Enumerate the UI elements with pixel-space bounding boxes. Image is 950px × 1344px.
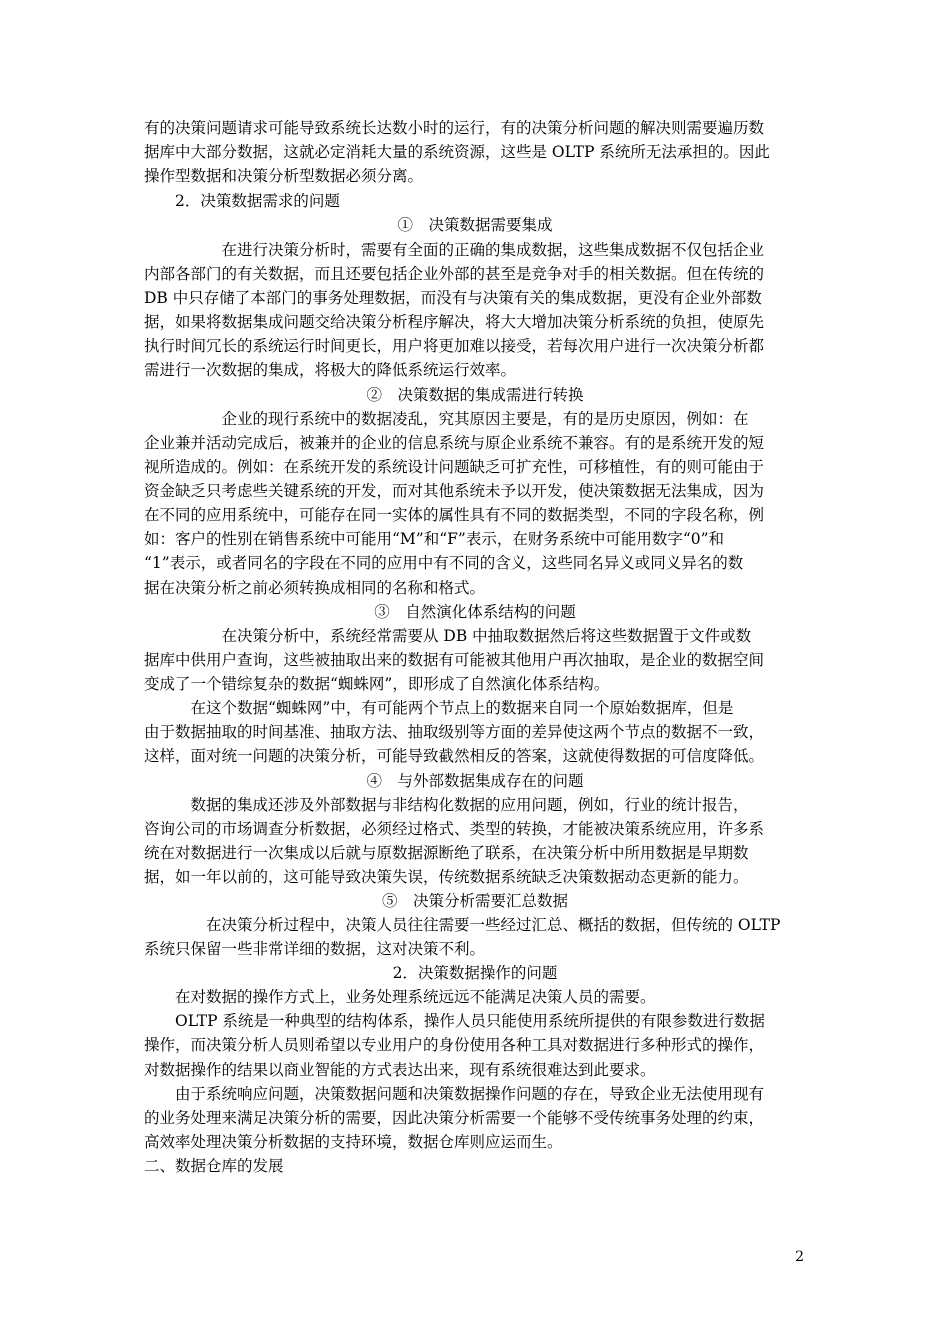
text-line: 操作型数据和决策分析型数据必须分离。: [144, 167, 424, 185]
text-line: 变成了一个错综复杂的数据“蜘蛛网”，即形成了自然演化体系结构。: [144, 675, 610, 693]
text-line: 企业的现行系统中的数据凌乱，究其原因主要是，有的是历史原因，例如：在: [144, 410, 749, 428]
text-line: 由于数据抽取的时间基准、抽取方法、抽取级别等方面的差异使这两个节点的数据不一致，: [144, 723, 765, 741]
subsection-heading: ④ 与外部数据集成存在的问题: [366, 772, 584, 790]
text-line: “1”表示，或者同名的字段在不同的应用中有不同的含义，这些同名异义或同义异名的数: [144, 554, 744, 572]
text-line: 据库中大部分数据，这就必定消耗大量的系统资源，这些是 OLTP 系统所无法承担的。因此: [144, 143, 770, 161]
text-line: 视所造成的。例如：在系统开发的系统设计问题缺乏可扩充性，可移植性，有的则可能由于: [144, 458, 765, 476]
text-line: 系统只保留一些非常详细的数据，这对决策不利。: [144, 940, 486, 958]
text-line: 在对数据的操作方式上，业务处理系统远远不能满足决策人员的需要。: [144, 988, 656, 1006]
text-line: 操作，而决策分析人员则希望以专业用户的身份使用各种工具对数据进行多种形式的操作，: [144, 1036, 765, 1054]
text-line: 数据的集成还涉及外部数据与非结构化数据的应用问题，例如，行业的统计报告，: [144, 796, 749, 814]
text-line: 在决策分析过程中，决策人员往往需要一些经过汇总、概括的数据，但传统的 OLTP: [144, 916, 781, 934]
text-line: 在决策分析中，系统经常需要从 DB 中抽取数据然后将这些数据置于文件或数: [144, 627, 752, 645]
text-line: 由于系统响应问题，决策数据问题和决策数据操作问题的存在，导致企业无法使用现有: [144, 1085, 765, 1103]
text-line: 在不同的应用系统中，可能存在同一实体的属性具有不同的数据类型，不同的字段名称，例: [144, 506, 765, 524]
text-line: 执行时间冗长的系统运行时间更长，用户将更加难以接受，若每次用户进行一次决策分析都: [144, 337, 765, 355]
text-line: 需进行一次数据的集成，将极大的降低系统运行效率。: [144, 361, 517, 379]
text-line: 的业务处理来满足决策分析的需要，因此决策分析需要一个能够不受传统事务处理的约束，: [144, 1109, 765, 1127]
text-line: 在这个数据“蜘蛛网”中，有可能两个节点上的数据来自同一个原始数据库，但是: [144, 699, 734, 717]
subsection-heading: ② 决策数据的集成需进行转换: [366, 386, 584, 404]
text-line: 企业兼并活动完成后，被兼并的企业的信息系统与原企业系统不兼容。有的是系统开发的短: [144, 434, 765, 452]
text-line: 据库中供用户查询，这些被抽取出来的数据有可能被其他用户再次抽取，是企业的数据空间: [144, 651, 765, 669]
section-heading: 2．决策数据操作的问题: [392, 964, 558, 982]
text-line: 如：客户的性别在销售系统中可能用“M”和“F”表示，在财务系统中可能用数字“0”和: [144, 530, 725, 548]
text-line: DB 中只存储了本部门的事务处理数据，而没有与决策有关的集成数据，更没有企业外部数: [144, 289, 762, 307]
text-line: 这样，面对统一问题的决策分析，可能导致截然相反的答案，这就使得数据的可信度降低。: [144, 747, 765, 765]
text-line: 咨询公司的市场调查分析数据，必须经过格式、类型的转换，才能被决策系统应用，许多系: [144, 820, 765, 838]
text-line: 统在对数据进行一次集成以后就与原数据源断绝了联系，在决策分析中所用数据是早期数: [144, 844, 749, 862]
text-line: 有的决策问题请求可能导致系统长达数小时的运行，有的决策分析问题的解决则需要遍历数: [144, 119, 765, 137]
text-line: 据在决策分析之前必须转换成相同的名称和格式。: [144, 579, 486, 597]
chapter-heading: 二、数据仓库的发展: [144, 1157, 284, 1175]
text-line: 对数据操作的结果以商业智能的方式表达出来，现有系统很难达到此要求。: [144, 1061, 656, 1079]
page-number: 2: [795, 1249, 804, 1265]
section-heading: 2．决策数据需求的问题: [144, 192, 340, 210]
subsection-heading: ③ 自然演化体系结构的问题: [374, 603, 576, 621]
subsection-heading: ① 决策数据需要集成: [397, 216, 553, 234]
text-line: 据，如果将数据集成问题交给决策分析程序解决，将大大增加决策分析系统的负担，使原先: [144, 313, 765, 331]
text-line: 内部各部门的有关数据，而且还要包括企业外部的甚至是竞争对手的相关数据。但在传统的: [144, 265, 765, 283]
subsection-heading: ⑤ 决策分析需要汇总数据: [381, 892, 568, 910]
text-line: 高效率处理决策分析数据的支持环境，数据仓库则应运而生。: [144, 1133, 563, 1151]
text-line: OLTP 系统是一种典型的结构体系，操作人员只能使用系统所提供的有限参数进行数据: [144, 1012, 765, 1030]
text-line: 资金缺乏只考虑些关键系统的开发，而对其他系统未予以开发，使决策数据无法集成，因为: [144, 482, 765, 500]
text-line: 在进行决策分析时，需要有全面的正确的集成数据，这些集成数据不仅包括企业: [144, 241, 765, 259]
text-line: 据，如一年以前的，这可能导致决策失误，传统数据系统缺乏决策数据动态更新的能力。: [144, 868, 749, 886]
